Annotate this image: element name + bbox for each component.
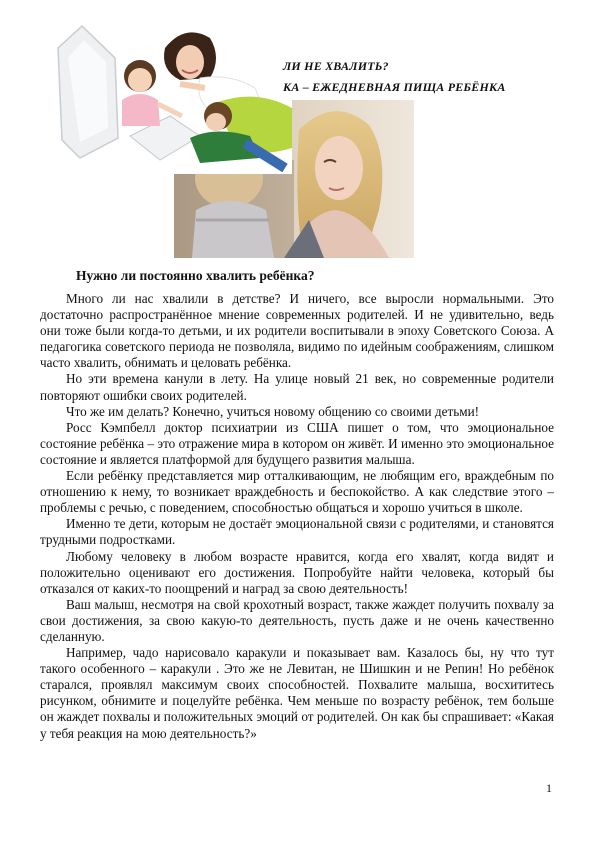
paragraph: Но эти времена канули в лету. На улице новый 21 век, но современные родители повторяют ошибки своих родителей. [40, 371, 554, 403]
paragraph: Именно те дети, которым не достаёт эмоциональной связи с родителями, и становятся трудными подростками. [40, 516, 554, 548]
paragraph: Росс Кэмпбелл доктор психиатрии из США пишет о том, что эмоциональное состояние ребёнка – это отражение мира в котором он живёт. И именно это эмоциональное состояние и является платформой для будущего развития малыша. [40, 419, 554, 467]
paragraph: Ваш малыш, несмотря на свой крохотный возраст, также жаждет получить похвалу за свои достижения, за свою какую-то деятельность, пусть даже и не очень качественно сделанную. [40, 596, 554, 644]
article-body [40, 291, 554, 742]
paragraph: Если ребёнку представляется мир отталкивающим, не любящим его, враждебным по отношению к нему, то возникает враждебность и беспокойство. А как следствие этого – проблемы с речью, с поведением, способностью общаться и хорошо учиться в школе. [40, 468, 554, 516]
header-line-1: ЛИ НЕ ХВАЛИТЬ? [283, 59, 389, 73]
page-number: 1 [546, 781, 552, 795]
paragraph: Что же им делать? Конечно, учиться новому общению со своими детьми! [66, 403, 480, 419]
section-heading: Нужно ли постоянно хвалить ребёнка? [76, 268, 315, 283]
header-line-2: КА – ЕЖЕДНЕВНАЯ ПИЩА РЕБЁНКА [283, 80, 506, 94]
paragraph: Например, чадо нарисовало каракули и показывает вам. Казалось бы, ну что тут такого особенного – каракули . Это же не Левитан, не Шишкин и не Репин! Но ребёнок старался, проявлял максимум своих способностей. Похвалите малыша, восхититесь рисунком, обнимите и поцелуйте ребёнка. Чем меньше по возрасту ребёнок, тем больше он жаждет похвалы и положительных эмоций от родителей. Он как бы спрашивает: «Какая у тебя реакция на мою деятельность?» [40, 645, 554, 741]
paragraph: Любому человеку в любом возрасте нравится, когда его хвалят, когда видят и положительно оценивают его достижения. Попробуйте найти человека, который бы отказался от каких-то поощрений и наград за свою деятельность! [40, 548, 554, 596]
family-computer-photo [40, 18, 292, 174]
paragraph: Много ли нас хвалили в детстве? И ничего, все выросли нормальными. Это достаточно распространённое мнение современных родителей. И не удивительно, ведь они тоже были когда-то детьми, и их родители воспитывали в эпоху Советского Союза. А педагогика советского периода не позволяла, видимо по идейным соображениям, слишком часто хвалить, обнимать и целовать ребёнка. [40, 291, 554, 371]
